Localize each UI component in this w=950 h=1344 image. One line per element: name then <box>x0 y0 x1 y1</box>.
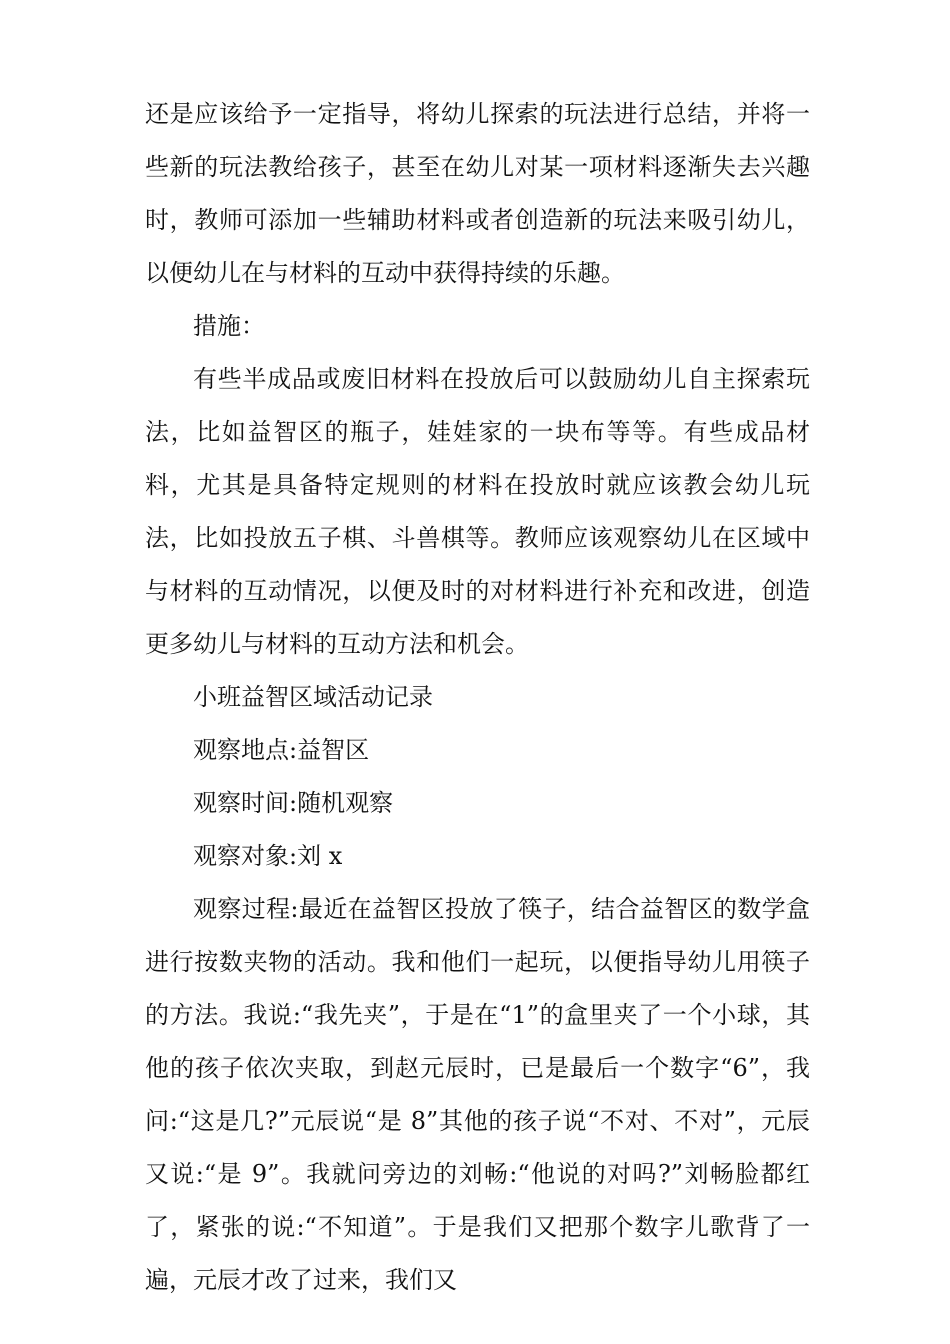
document-body <box>145 88 810 1307</box>
paragraph-observation-time: 观察时间:随机观察 <box>193 789 394 817</box>
paragraph-measures-body: 有些半成品或废旧材料在投放后可以鼓励幼儿自主探索玩法，比如益智区的瓶子，娃娃家的一块布等等。有些成品材料，尤其是具备特定规则的材料在投放时就应该教会幼儿玩法，比如投放五子棋、斗兽棋等。教师应该观察幼儿在区域中与材料的互动情况，以便及时的对材料进行补充和改进，创造更多幼儿与材料的互动方法和机会。 <box>145 365 810 658</box>
paragraph-measures-heading: 措施： <box>193 312 265 340</box>
paragraph-guidance: 还是应该给予一定指导，将幼儿探索的玩法进行总结，并将一些新的玩法教给孩子，甚至在幼儿对某一项材料逐渐失去兴趣时，教师可添加一些辅助材料或者创造新的玩法来吸引幼儿，以便幼儿在与材料的互动中获得持续的乐趣。 <box>145 100 810 287</box>
paragraph-observation-process: 观察过程:最近在益智区投放了筷子，结合益智区的数学盒进行按数夹物的活动。我和他们一起玩，以便指导幼儿用筷子的方法。我说:“我先夹”，于是在“1”的盒里夹了一个小球，其他的孩子依次夹取，到赵元辰时，已是最后一个数字“6”，我问:“这是几?”元辰说“是 8”其他的孩子说“不对、不对”，元辰又说:“是 9”。我就问旁边的刘畅:“他说的对吗?”刘畅脸都红了，紧张的说:“不知道”。于是我们又把那个数字儿歌背了一遍，元辰才改了过来，我们又 <box>145 895 810 1294</box>
paragraph-record-title: 小班益智区域活动记录 <box>193 683 433 711</box>
paragraph-observation-subject: 观察对象:刘 x <box>193 842 343 870</box>
paragraph-observation-location: 观察地点:益智区 <box>193 736 370 764</box>
